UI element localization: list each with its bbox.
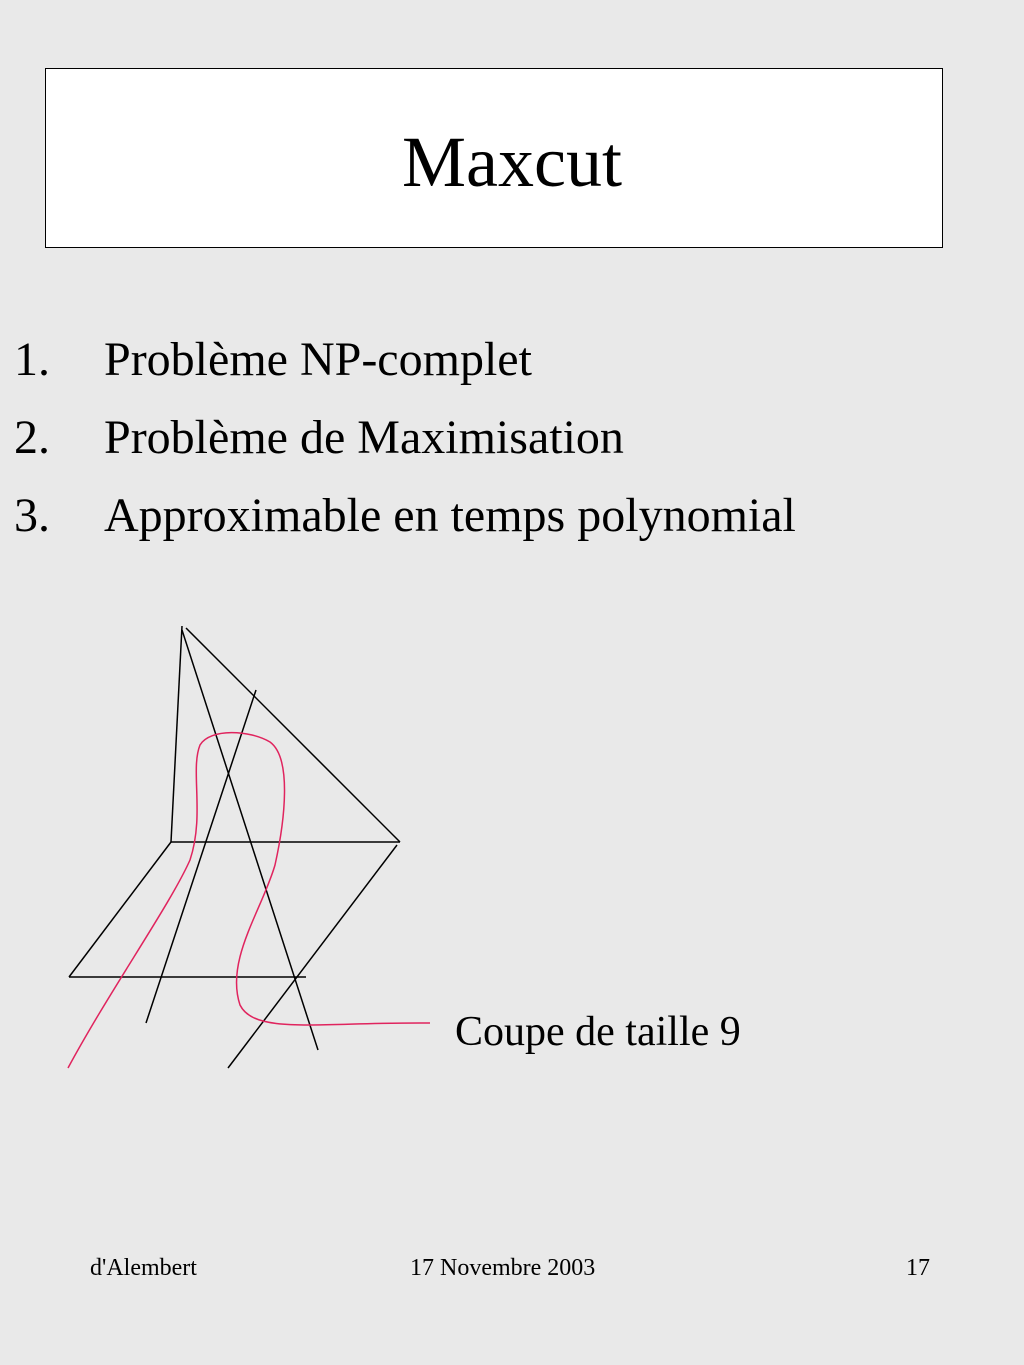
list-item-number: 3. <box>14 489 50 542</box>
list-item-number: 1. <box>14 333 50 386</box>
list-item-number: 2. <box>14 411 50 464</box>
figure-caption: Coupe de taille 9 <box>455 1009 741 1055</box>
slide-title: Maxcut <box>402 122 622 202</box>
list-item-text: Problème de Maximisation <box>104 411 624 464</box>
graph-figure <box>0 600 480 1090</box>
graph-edge <box>171 626 182 842</box>
graph-edge <box>186 628 400 842</box>
graph-edge <box>69 842 171 977</box>
footer-author: d'Alembert <box>90 1255 197 1281</box>
page-number: 17 <box>906 1255 930 1281</box>
footer-date: 17 Novembre 2003 <box>410 1255 596 1281</box>
list-item-text: Approximable en temps polynomial <box>104 489 796 542</box>
list-item-text: Problème NP-complet <box>104 333 532 386</box>
graph-edge <box>146 690 256 1023</box>
cut-curve <box>68 733 430 1068</box>
